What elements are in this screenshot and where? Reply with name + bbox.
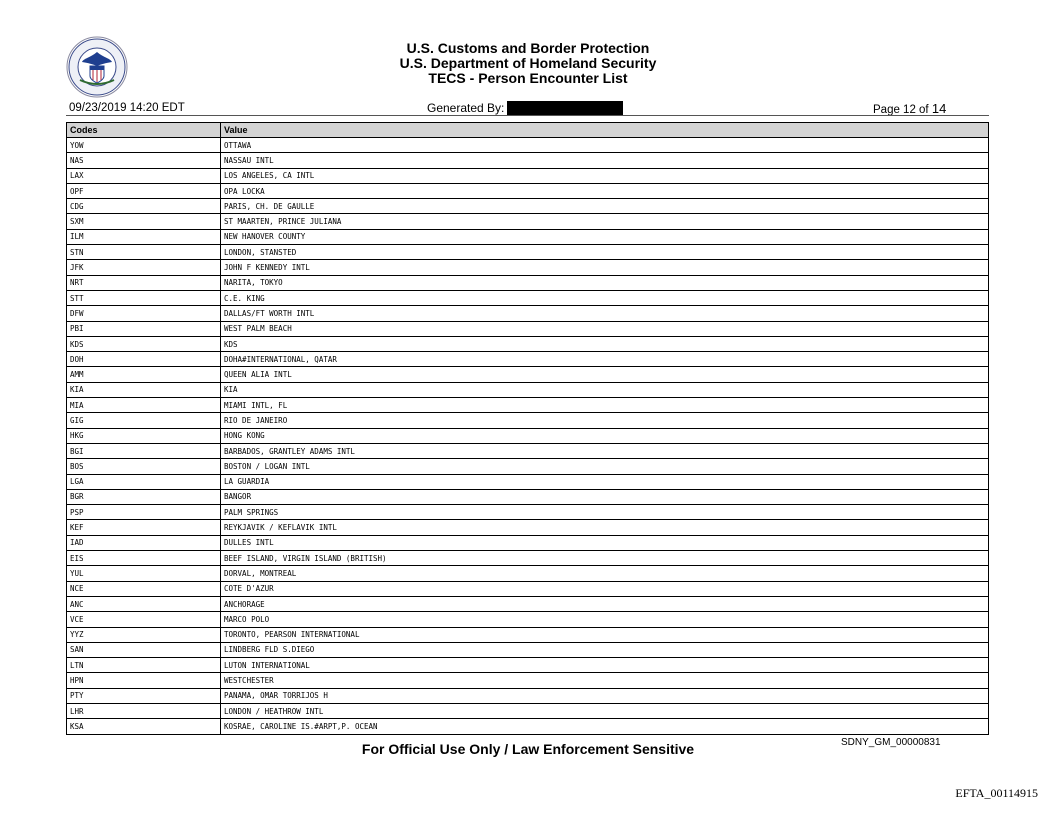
table-row xyxy=(67,413,989,428)
efta-number: EFTA_00114915 xyxy=(955,786,1038,800)
value-cell: PALM SPRINGS xyxy=(221,505,989,520)
table-row xyxy=(67,398,989,413)
value-cell: TORONTO, PEARSON INTERNATIONAL xyxy=(221,627,989,642)
value-cell: BEEF ISLAND, VIRGIN ISLAND (BRITISH) xyxy=(221,551,989,566)
value-cell: KDS xyxy=(221,336,989,351)
table-row xyxy=(67,505,989,520)
code-cell: LHR xyxy=(67,703,221,718)
value-cell: LONDON / HEATHROW INTL xyxy=(221,703,989,718)
table-row xyxy=(67,168,989,183)
value-cell: NARITA, TOKYO xyxy=(221,275,989,290)
value-cell: BANGOR xyxy=(221,489,989,504)
value-cell: LA GUARDIA xyxy=(221,474,989,489)
value-cell: QUEEN ALIA INTL xyxy=(221,367,989,382)
table-row xyxy=(67,642,989,657)
table-row xyxy=(67,459,989,474)
code-cell: BGI xyxy=(67,443,221,458)
code-cell: LAX xyxy=(67,168,221,183)
value-cell: ANCHORAGE xyxy=(221,596,989,611)
table-row xyxy=(67,229,989,244)
code-cell: KEF xyxy=(67,520,221,535)
generated-by xyxy=(427,101,623,115)
encounter-table xyxy=(66,122,989,735)
table-row xyxy=(67,658,989,673)
value-cell: OTTAWA xyxy=(221,138,989,153)
code-cell: PTY xyxy=(67,688,221,703)
table-row xyxy=(67,673,989,688)
code-cell: KDS xyxy=(67,336,221,351)
value-cell: ST MAARTEN, PRINCE JULIANA xyxy=(221,214,989,229)
code-cell: STT xyxy=(67,290,221,305)
report-timestamp: 09/23/2019 14:20 EDT xyxy=(69,102,185,114)
code-cell: BGR xyxy=(67,489,221,504)
value-cell: COTE D'AZUR xyxy=(221,581,989,596)
table-row xyxy=(67,352,989,367)
code-cell: KSA xyxy=(67,719,221,734)
value-cell: BARBADOS, GRANTLEY ADAMS INTL xyxy=(221,443,989,458)
code-cell: NAS xyxy=(67,153,221,168)
code-cell: ILM xyxy=(67,229,221,244)
code-cell: NRT xyxy=(67,275,221,290)
table-row xyxy=(67,214,989,229)
table-row xyxy=(67,336,989,351)
code-cell: SXM xyxy=(67,214,221,229)
page-prefix: Page 12 of xyxy=(873,104,929,116)
column-header-value: Value xyxy=(221,123,989,138)
code-cell: OPF xyxy=(67,183,221,198)
value-cell: LOS ANGELES, CA INTL xyxy=(221,168,989,183)
report-title xyxy=(330,41,726,86)
agency-title: U.S. Customs and Border Protection xyxy=(406,40,650,56)
code-cell: DFW xyxy=(67,306,221,321)
table-row xyxy=(67,719,989,734)
code-cell: STN xyxy=(67,245,221,260)
report-name: TECS - Person Encounter List xyxy=(428,70,628,86)
table-row xyxy=(67,290,989,305)
value-cell: KOSRAE, CAROLINE IS.#ARPT,P. OCEAN xyxy=(221,719,989,734)
value-cell: C.E. KING xyxy=(221,290,989,305)
table-row xyxy=(67,489,989,504)
value-cell: LINDBERG FLD S.DIEGO xyxy=(221,642,989,657)
table-row xyxy=(67,382,989,397)
value-cell: REYKJAVIK / KEFLAVIK INTL xyxy=(221,520,989,535)
table-row xyxy=(67,596,989,611)
value-cell: DALLAS/FT WORTH INTL xyxy=(221,306,989,321)
table-row xyxy=(67,367,989,382)
table-row xyxy=(67,443,989,458)
table-row xyxy=(67,138,989,153)
code-cell: PBI xyxy=(67,321,221,336)
value-cell: PANAMA, OMAR TORRIJOS H xyxy=(221,688,989,703)
code-cell: HKG xyxy=(67,428,221,443)
value-cell: NASSAU INTL xyxy=(221,153,989,168)
code-cell: BOS xyxy=(67,459,221,474)
code-cell: VCE xyxy=(67,612,221,627)
table-row xyxy=(67,688,989,703)
table-row xyxy=(67,535,989,550)
value-cell: WESTCHESTER xyxy=(221,673,989,688)
value-cell: DOHA#INTERNATIONAL, QATAR xyxy=(221,352,989,367)
value-cell: MIAMI INTL, FL xyxy=(221,398,989,413)
value-cell: JOHN F KENNEDY INTL xyxy=(221,260,989,275)
table-row xyxy=(67,321,989,336)
value-cell: WEST PALM BEACH xyxy=(221,321,989,336)
code-cell: AMM xyxy=(67,367,221,382)
code-cell: IAD xyxy=(67,535,221,550)
department-title: U.S. Department of Homeland Security xyxy=(399,55,657,71)
header-divider xyxy=(66,115,989,116)
code-cell: DOH xyxy=(67,352,221,367)
generated-by-label: Generated By: xyxy=(427,101,505,115)
value-cell: KIA xyxy=(221,382,989,397)
table-row xyxy=(67,183,989,198)
column-header-codes: Codes xyxy=(67,123,221,138)
table-row xyxy=(67,428,989,443)
table-row xyxy=(67,612,989,627)
table-row xyxy=(67,551,989,566)
value-cell: DORVAL, MONTREAL xyxy=(221,566,989,581)
code-cell: KIA xyxy=(67,382,221,397)
value-cell: OPA LOCKA xyxy=(221,183,989,198)
code-cell: PSP xyxy=(67,505,221,520)
code-cell: SAN xyxy=(67,642,221,657)
code-cell: ANC xyxy=(67,596,221,611)
redaction-block xyxy=(507,101,623,115)
code-cell: EIS xyxy=(67,551,221,566)
code-cell: NCE xyxy=(67,581,221,596)
code-cell: YYZ xyxy=(67,627,221,642)
code-cell: GIG xyxy=(67,413,221,428)
table-row xyxy=(67,199,989,214)
table-row xyxy=(67,260,989,275)
code-cell: LGA xyxy=(67,474,221,489)
value-cell: HONG KONG xyxy=(221,428,989,443)
table-row xyxy=(67,153,989,168)
table-row xyxy=(67,306,989,321)
value-cell: RIO DE JANEIRO xyxy=(221,413,989,428)
value-cell: DULLES INTL xyxy=(221,535,989,550)
table-row xyxy=(67,474,989,489)
code-cell: MIA xyxy=(67,398,221,413)
table-row xyxy=(67,581,989,596)
page-indicator xyxy=(873,101,946,116)
page-total: 14 xyxy=(931,101,947,116)
code-cell: YUL xyxy=(67,566,221,581)
table-row xyxy=(67,703,989,718)
table-row xyxy=(67,520,989,535)
table-row xyxy=(67,275,989,290)
code-cell: LTN xyxy=(67,658,221,673)
bates-number: SDNY_GM_00000831 xyxy=(841,737,941,748)
value-cell: PARIS, CH. DE GAULLE xyxy=(221,199,989,214)
value-cell: NEW HANOVER COUNTY xyxy=(221,229,989,244)
value-cell: LONDON, STANSTED xyxy=(221,245,989,260)
table-header-row xyxy=(67,123,989,138)
value-cell: MARCO POLO xyxy=(221,612,989,627)
code-cell: CDG xyxy=(67,199,221,214)
table-row xyxy=(67,245,989,260)
table-row xyxy=(67,566,989,581)
value-cell: BOSTON / LOGAN INTL xyxy=(221,459,989,474)
classification-notice: For Official Use Only / Law Enforcement Sensitive xyxy=(361,741,695,757)
value-cell: LUTON INTERNATIONAL xyxy=(221,658,989,673)
table-row xyxy=(67,627,989,642)
code-cell: JFK xyxy=(67,260,221,275)
code-cell: YOW xyxy=(67,138,221,153)
dhs-seal-icon xyxy=(66,36,128,98)
code-cell: HPN xyxy=(67,673,221,688)
